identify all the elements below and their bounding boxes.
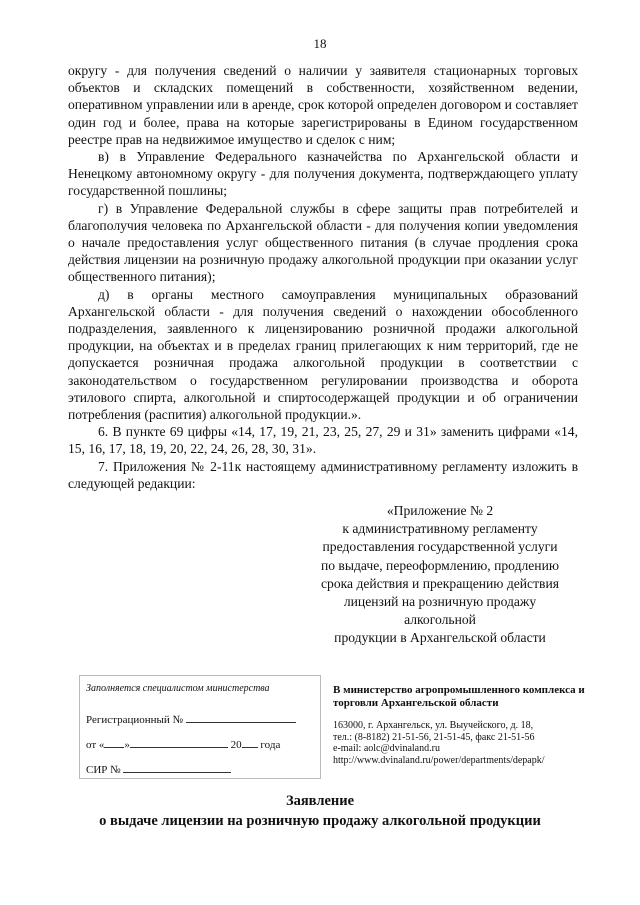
email-link[interactable]: e-mail: aolc@dvinaland.ru <box>333 743 440 754</box>
date-month-field[interactable] <box>130 737 228 748</box>
registration-number-label: Регистрационный № <box>86 714 184 726</box>
paragraph: г) в Управление Федеральной службы в сфере защиты прав потребителей и благополучия человека по Архангельской области - для получения копии уведомления о начале предоставления услуг общественного питания (в случае продления срока действия лицензии на розничную продажу алкогольной продукции при оказании услуг общественного питания); <box>68 200 578 285</box>
date-mid: » <box>124 739 130 751</box>
ministry-title: В министерство агропромышленного комплекса и торговли Архангельской области <box>333 684 585 709</box>
paragraph: 6. В пункте 69 цифры «14, 17, 19, 21, 23, 25, 27, 29 и 31» заменить цифрами «14, 15, 16, 17, 18, 19, 20, 22, 24, 26, 28, 30, 31». <box>68 424 578 457</box>
address-line: тел.: (8-8182) 21-51-56, 21-51-45, факс 21-51-56 <box>333 731 535 743</box>
date-prefix: от « <box>86 739 105 751</box>
appendix-line: предоставления государственной услуги <box>322 539 558 555</box>
registration-box-title: Заполняется специалистом министерства <box>86 683 270 694</box>
ministry-address <box>333 720 603 766</box>
sir-label: СИР № <box>86 764 121 776</box>
appendix-header <box>300 502 580 648</box>
page-number: 18 <box>313 36 327 51</box>
paragraph: 7. Приложения № 2-11к настоящему административному регламенту изложить в следующей редакции: <box>68 458 578 491</box>
website-link[interactable]: http://www.dvinaland.ru/power/departments/depapk/ <box>333 754 545 766</box>
sir-field[interactable] <box>123 762 231 773</box>
date-suffix: года <box>260 739 281 751</box>
address-line: 163000, г. Архангельск, ул. Выучейского, д. 18, <box>333 720 534 731</box>
date-year-prefix: 20 <box>230 739 242 751</box>
date-day-field[interactable] <box>104 737 124 748</box>
appendix-line: алкогольной <box>404 612 476 628</box>
appendix-line: продукции в Архангельской области <box>334 630 546 646</box>
appendix-line: по выдаче, переоформлению, продлению <box>320 557 560 573</box>
paragraph: в) в Управление Федерального казначейства по Архангельской области и Ненецкому автономному округу - для получения документа, подтверждающего уплату государственной пошлины; <box>68 149 578 199</box>
registration-box <box>79 675 321 779</box>
sir-row <box>86 762 231 776</box>
appendix-line: к административному регламенту <box>342 521 538 537</box>
ministry-addressee <box>333 684 603 766</box>
application-subtitle: о выдаче лицензии на розничную продажу алкогольной продукции <box>99 813 541 829</box>
registration-number-field[interactable] <box>186 712 296 723</box>
appendix-line: лицензий на розничную продажу <box>343 594 537 610</box>
appendix-line: срока действия и прекращению действия <box>321 575 559 591</box>
appendix-line: «Приложение № 2 <box>386 503 494 518</box>
application-title: Заявление <box>285 793 355 809</box>
paragraph: округу - для получения сведений о наличии у заявителя стационарных торговых объектов и складских помещений в собственности, хозяйственном ведении, оперативном управлении или в аренде, срок которой определен договором и составляет один год и более, права на которые зарегистрированы в Едином государственном реестре прав на недвижимое имущество и сделок с ним; <box>68 63 578 147</box>
registration-number-row <box>86 712 296 726</box>
body-text <box>68 62 578 492</box>
paragraph: д) в органы местного самоуправления муниципальных образований Архангельской области - для получения сведений о нахождении обособленного подразделения, заявленного к лицензированию розничной продажи алкогольной продукции, на объектах и в пределах границ прилегающих к ним территорий, где не допускается розничная продажа алкогольной продукции в соответствии с законодательством о государственном регулировании производства и оборота этилового спирта, алкогольной и спиртосодержащей продукции и об ограничении потребления (распития) алкогольной продукции.». <box>68 286 578 423</box>
registration-date-row <box>86 737 280 751</box>
date-year-field[interactable] <box>242 737 258 748</box>
